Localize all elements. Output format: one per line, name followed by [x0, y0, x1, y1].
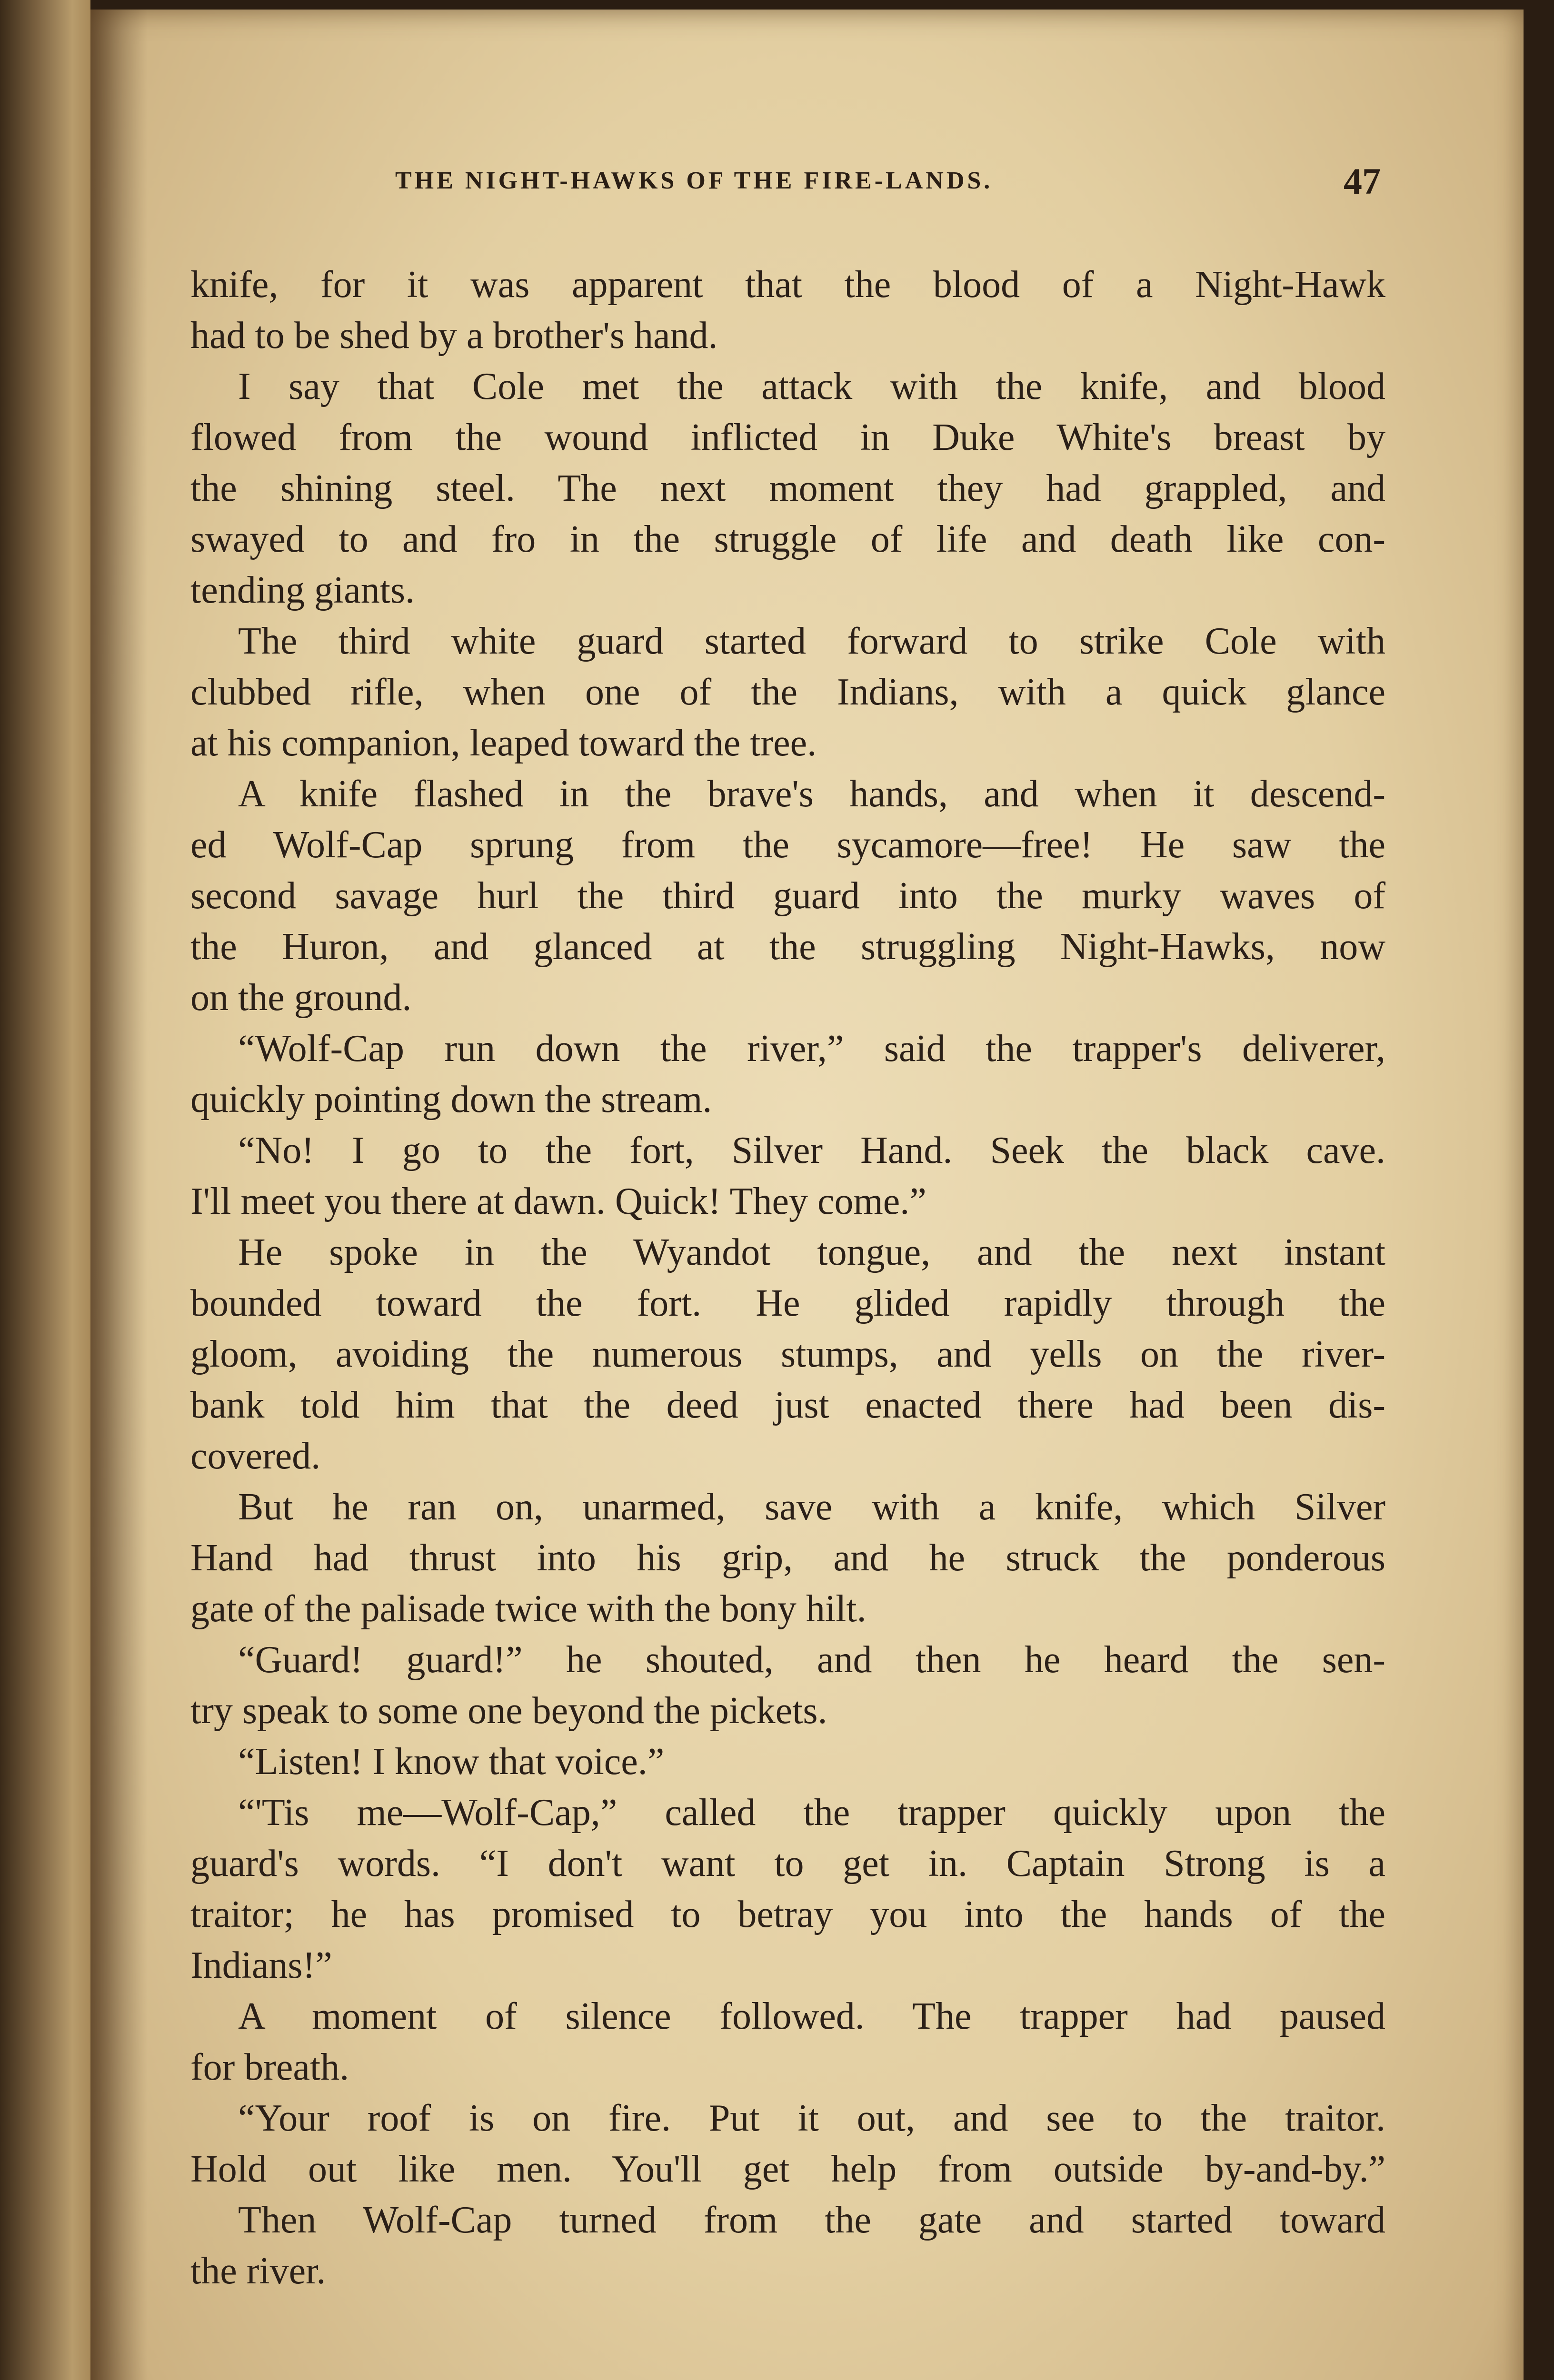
text-line: had to be shed by a brother's hand. [190, 315, 718, 357]
text-line: “Listen! I know that voice.” [238, 1741, 665, 1783]
text-line: “No! I go to the fort, Silver Hand. Seek the black cave. [238, 1130, 1385, 1171]
text-line: second savage hurl the third guard into the murky waves of [190, 875, 1385, 917]
text-line: clubbed rifle, when one of the Indians, with a quick glance [190, 671, 1385, 713]
text-line: “Wolf-Cap run down the river,” said the trapper's deliverer, [238, 1028, 1385, 1070]
text-line: Hand had thrust into his grip, and he struck the ponderous [190, 1537, 1385, 1579]
text-line: guard's words. “I don't want to get in. Captain Strong is a [190, 1843, 1385, 1884]
gutter-shadow [90, 10, 148, 2380]
text-line: ed Wolf-Cap sprung from the sycamore—free! He saw the [190, 824, 1385, 866]
text-line: “Guard! guard!” he shouted, and then he heard the sen- [238, 1639, 1385, 1681]
running-head [90, 160, 1524, 205]
text-line: tending giants. [190, 569, 415, 611]
text-line: Indians!” [190, 1944, 332, 1986]
text-line: traitor; he has promised to betray you into the hands of the [190, 1894, 1385, 1935]
text-line: on the ground. [190, 977, 412, 1019]
text-line: “'Tis me—Wolf-Cap,” called the trapper quickly upon the [238, 1792, 1385, 1834]
text-line: at his companion, leaped toward the tree. [190, 722, 817, 764]
adjacent-page-edge [0, 0, 90, 2380]
text-line: gate of the palisade twice with the bony hilt. [190, 1588, 867, 1630]
text-line: gloom, avoiding the numerous stumps, and yells on the river- [190, 1333, 1385, 1375]
text-line: flowed from the wound inflicted in Duke White's breast by [190, 416, 1385, 458]
text-line: swayed to and fro in the struggle of life and death like con- [190, 518, 1385, 560]
text-line: A knife flashed in the brave's hands, and when it descend- [238, 773, 1385, 815]
text-line: quickly pointing down the stream. [190, 1079, 712, 1121]
text-line: the Huron, and glanced at the struggling Night-Hawks, now [190, 926, 1385, 968]
text-line: knife, for it was apparent that the blood of a Night-Hawk [190, 264, 1385, 306]
text-line: for breath. [190, 2046, 349, 2088]
text-line: But he ran on, unarmed, save with a knife, which Silver [238, 1486, 1385, 1528]
text-line: The third white guard started forward to strike Cole with [238, 620, 1385, 662]
body-text [190, 259, 1385, 2297]
page-number: 47 [1344, 160, 1381, 202]
text-line: He spoke in the Wyandot tongue, and the next instant [238, 1231, 1385, 1273]
text-line: bounded toward the fort. He glided rapidly through the [190, 1282, 1385, 1324]
text-line: covered. [190, 1435, 321, 1477]
text-line: try speak to some one beyond the pickets. [190, 1690, 827, 1732]
text-line: Hold out like men. You'll get help from outside by-and-by.” [190, 2148, 1385, 2190]
text-line: the shining steel. The next moment they had grappled, and [190, 467, 1385, 509]
text-line: I'll meet you there at dawn. Quick! They come.” [190, 1180, 926, 1222]
text-line: “Your roof is on fire. Put it out, and see to the traitor. [238, 2097, 1385, 2139]
text-line: A moment of silence followed. The trapper had paused [238, 1995, 1385, 2037]
text-line: Then Wolf-Cap turned from the gate and started toward [238, 2199, 1385, 2241]
text-line: I say that Cole met the attack with the knife, and blood [238, 366, 1385, 407]
text-line: bank told him that the deed just enacted there had been dis- [190, 1384, 1385, 1426]
running-title: THE NIGHT-HAWKS OF THE FIRE-LANDS. [395, 167, 993, 194]
book-page [90, 10, 1524, 2380]
text-line: the river. [190, 2250, 326, 2292]
